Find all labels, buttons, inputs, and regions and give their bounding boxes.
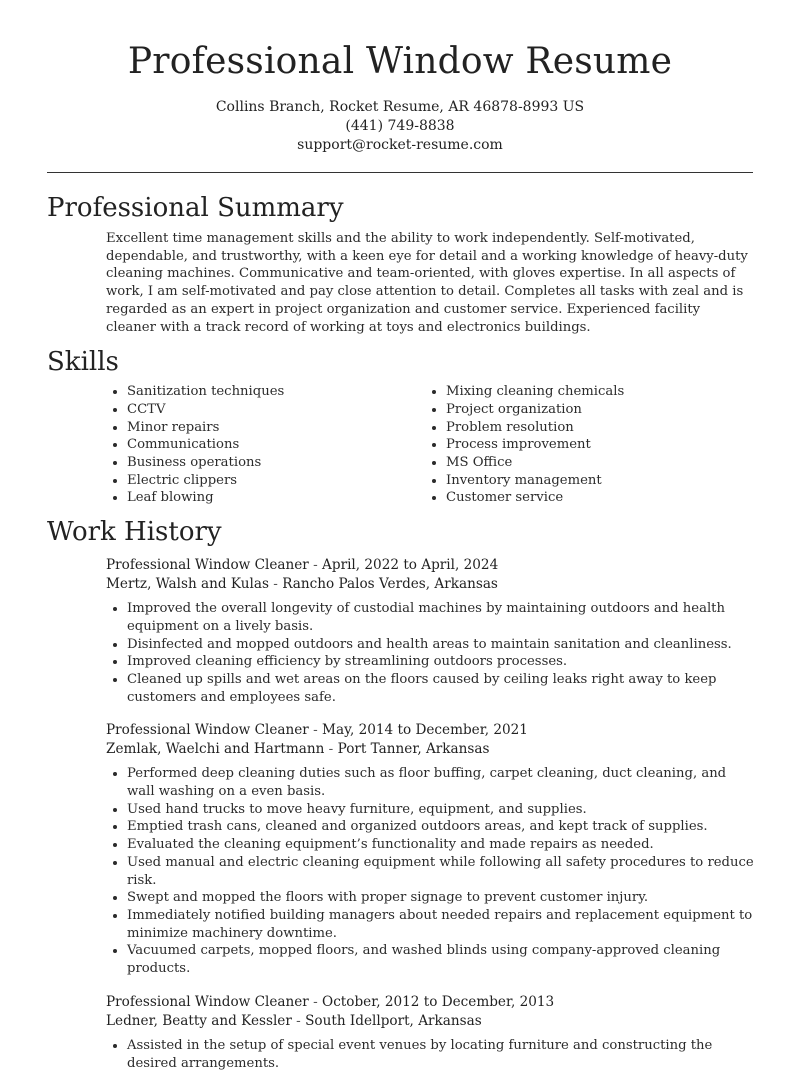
job-dates: October, 2012 to December, 2013 xyxy=(322,993,555,1010)
job-location: Rancho Palos Verdes, Arkansas xyxy=(282,576,498,593)
contact-address: Collins Branch, Rocket Resume, AR 46878-8993 US xyxy=(215,99,585,115)
job-company-line: Zemlak, Waelchi and Hartmann - Port Tanner, Arkansas xyxy=(106,741,490,758)
job-company: Ledner, Beatty and Kessler xyxy=(106,1012,292,1029)
job-duty: • Used hand trucks to move heavy furniture, equipment, and supplies. xyxy=(127,801,754,819)
job-duties xyxy=(106,765,754,977)
job-company: Zemlak, Waelchi and Hartmann xyxy=(106,741,325,758)
job-role: Professional Window Cleaner xyxy=(106,557,309,574)
job-duty: • Improved cleaning efficiency by streamlining outdoors processes. xyxy=(127,653,754,671)
summary-heading: Professional Summary xyxy=(47,193,344,223)
skill-item: • Business operations xyxy=(127,454,425,472)
skill-item: • Mixing cleaning chemicals xyxy=(446,383,624,401)
summary-text: Excellent time management skills and the ability to work independently. Self-motivated, dependable, and trustworthy, with a keen eye for detail and a working knowledge of heavy-duty cleaning machines. Communicative and team-oriented, with gloves expertise. In all aspects of work, I am self-motivated and pay close attention to detail. Completes all tasks with zeal and is regarded as an expert in project organization and customer service. Experienced facility cleaner with a track record of working at toys and electronics buildings. xyxy=(106,231,748,335)
resume-name: Professional Window Resume xyxy=(127,41,673,82)
job-duty: • Performed deep cleaning duties such as floor buffing, carpet cleaning, duct cleaning, and wall washing on a even basis. xyxy=(127,765,754,800)
work-history-heading: Work History xyxy=(47,517,222,548)
job-location: South Idellport, Arkansas xyxy=(305,1012,482,1029)
job-role: Professional Window Cleaner xyxy=(106,722,309,739)
job-duty: • Emptied trash cans, cleaned and organized outdoors areas, and kept track of supplies. xyxy=(127,818,754,836)
skills-column-left xyxy=(106,383,425,507)
contact-phone: (441) 749-8838 xyxy=(345,118,455,134)
skill-item: • Project organization xyxy=(446,401,624,419)
skill-item: • Inventory management xyxy=(446,472,624,490)
skill-item: • Leaf blowing xyxy=(127,489,425,507)
contact-email: support@rocket-resume.com xyxy=(297,137,503,153)
skills-list xyxy=(0,383,800,507)
job-location: Port Tanner, Arkansas xyxy=(337,741,490,758)
job-duty: • Assisted in the setup of special event venues by locating furniture and constructing the desired arrangements. xyxy=(127,1037,754,1072)
job-duty: • Swept and mopped the floors with proper signage to prevent customer injury. xyxy=(127,889,754,907)
skill-item: • Customer service xyxy=(446,489,624,507)
job-duty: • Immediately notified building managers about needed repairs and replacement equipment to minimize machinery downtime. xyxy=(127,907,754,942)
job-duty: • Vacuumed carpets, mopped floors, and washed blinds using company-approved cleaning products. xyxy=(127,942,754,977)
job-company: Mertz, Walsh and Kulas xyxy=(106,576,269,593)
skill-item: • Electric clippers xyxy=(127,472,425,490)
skill-item: • Process improvement xyxy=(446,436,624,454)
job-duties xyxy=(106,600,754,706)
job-duty: • Evaluated the cleaning equipment’s functionality and made repairs as needed. xyxy=(127,836,754,854)
skill-item: • Sanitization techniques xyxy=(127,383,425,401)
job-dates: April, 2022 to April, 2024 xyxy=(322,557,499,574)
skill-item: • CCTV xyxy=(127,401,425,419)
job-title-line: Professional Window Cleaner - April, 2022 to April, 2024 xyxy=(106,557,499,574)
header-divider xyxy=(47,172,753,173)
job-company-line: Ledner, Beatty and Kessler - South Idellport, Arkansas xyxy=(106,1012,482,1029)
job-duties xyxy=(106,1037,754,1072)
job-entry xyxy=(106,556,754,706)
job-duty: • Used manual and electric cleaning equipment while following all safety procedures to reduce risk. xyxy=(127,854,754,889)
job-duty: • Disinfected and mopped outdoors and health areas to maintain sanitation and cleanliness. xyxy=(127,636,754,654)
job-entry xyxy=(106,993,754,1072)
resume-header xyxy=(0,0,800,155)
skill-item: • Minor repairs xyxy=(127,419,425,437)
skills-column-right xyxy=(425,383,624,507)
skill-item: • MS Office xyxy=(446,454,624,472)
job-title-line: Professional Window Cleaner - October, 2012 to December, 2013 xyxy=(106,993,555,1010)
skill-item: • Problem resolution xyxy=(446,419,624,437)
skills-heading: Skills xyxy=(47,347,119,378)
job-entry xyxy=(106,721,754,977)
skill-item: • Communications xyxy=(127,436,425,454)
job-dates: May, 2014 to December, 2021 xyxy=(322,722,528,739)
job-duty: • Cleaned up spills and wet areas on the floors caused by ceiling leaks right away to keep customers and employees safe. xyxy=(127,671,754,706)
job-duty: • Improved the overall longevity of custodial machines by maintaining outdoors and health equipment on a lively basis. xyxy=(127,600,754,635)
job-title-line: Professional Window Cleaner - May, 2014 to December, 2021 xyxy=(106,722,528,739)
job-role: Professional Window Cleaner xyxy=(106,993,309,1010)
job-company-line: Mertz, Walsh and Kulas - Rancho Palos Verdes, Arkansas xyxy=(106,576,498,593)
